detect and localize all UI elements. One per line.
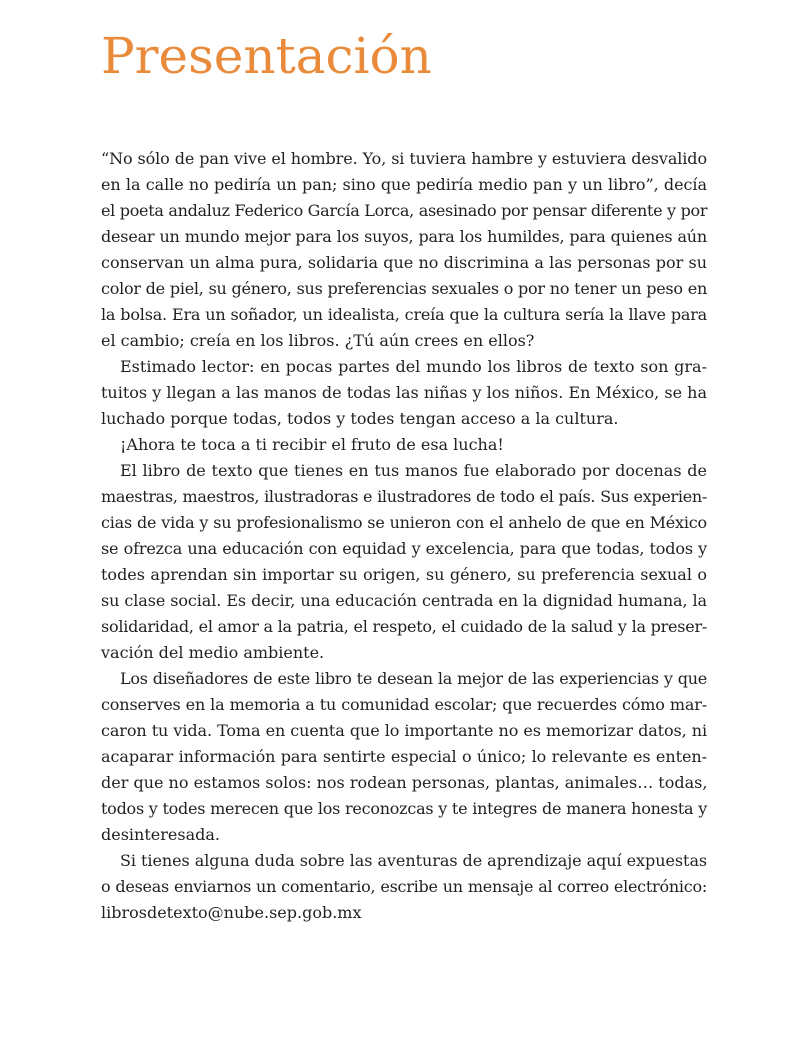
- text-line: acaparar información para sentirte especial o único; lo relevante es enten-: [101, 747, 707, 766]
- text-line: Si tienes alguna duda sobre las aventuras de aprendizaje aquí expuestas: [120, 851, 708, 870]
- text-line: tuitos y llegan a las manos de todas las niñas y los niños. En México, se ha: [101, 383, 707, 402]
- text-line: solidaridad, el amor a la patria, el respeto, el cuidado de la salud y la preser-: [101, 617, 707, 636]
- paragraph: [101, 458, 707, 666]
- paragraph: [101, 354, 707, 432]
- text-line: la bolsa. Era un soñador, un idealista, creía que la cultura sería la llave para: [101, 305, 707, 324]
- text-line: “No sólo de pan vive el hombre. Yo, si tuviera hambre y estuviera desvalido: [101, 149, 707, 168]
- text-line: desinteresada.: [101, 825, 220, 844]
- text-line: el cambio; creía en los libros. ¿Tú aún crees en ellos?: [101, 331, 535, 350]
- text-line: caron tu vida. Toma en cuenta que lo importante no es memorizar datos, ni: [101, 721, 707, 740]
- presentation-body: [101, 146, 707, 926]
- text-line: maestras, maestros, ilustradoras e ilustradores de todo el país. Sus experien-: [101, 487, 707, 506]
- text-line: desear un mundo mejor para los suyos, para los humildes, para quienes aún: [101, 227, 707, 246]
- text-line: der que no estamos solos: nos rodean personas, plantas, animales… todas,: [101, 773, 708, 792]
- text-line: conserves en la memoria a tu comunidad escolar; que recuerdes cómo mar-: [101, 695, 707, 714]
- text-line: todos y todes merecen que los reconozcas y te integres de manera honesta y: [101, 799, 707, 818]
- text-line: ¡Ahora te toca a ti recibir el fruto de esa lucha!: [120, 435, 504, 454]
- paragraph: [101, 666, 707, 848]
- text-line: Estimado lector: en pocas partes del mundo los libros de texto son gra-: [120, 357, 707, 376]
- text-line: conservan un alma pura, solidaria que no discrimina a las personas por su: [101, 253, 707, 272]
- text-line: el poeta andaluz Federico García Lorca, asesinado por pensar diferente y por: [101, 201, 708, 220]
- text-line: cias de vida y su profesionalismo se unieron con el anhelo de que en México: [101, 513, 707, 532]
- text-line: su clase social. Es decir, una educación centrada en la dignidad humana, la: [101, 591, 707, 610]
- text-line: vación del medio ambiente.: [101, 643, 325, 662]
- text-line: color de piel, su género, sus preferencias sexuales o por no tener un peso en: [101, 279, 707, 298]
- paragraph: [101, 848, 707, 926]
- text-line: El libro de texto que tienes en tus manos fue elaborado por docenas de: [120, 461, 707, 480]
- text-line: o deseas enviarnos un comentario, escribe un mensaje al correo electrónico:: [101, 877, 707, 896]
- text-line: en la calle no pediría un pan; sino que pediría medio pan y un libro”, decía: [101, 175, 707, 194]
- text-line: luchado porque todas, todos y todes tengan acceso a la cultura.: [101, 409, 619, 428]
- page-title: Presentación: [101, 27, 432, 85]
- text-line: Los diseñadores de este libro te desean la mejor de las experiencias y que: [120, 669, 707, 688]
- text-line: se ofrezca una educación con equidad y excelencia, para que todas, todos y: [101, 539, 707, 558]
- text-line: librosdetexto@nube.sep.gob.mx: [101, 903, 362, 922]
- paragraph: [101, 432, 707, 458]
- paragraph: [101, 146, 707, 354]
- text-line: todes aprendan sin importar su origen, su género, su preferencia sexual o: [101, 565, 707, 584]
